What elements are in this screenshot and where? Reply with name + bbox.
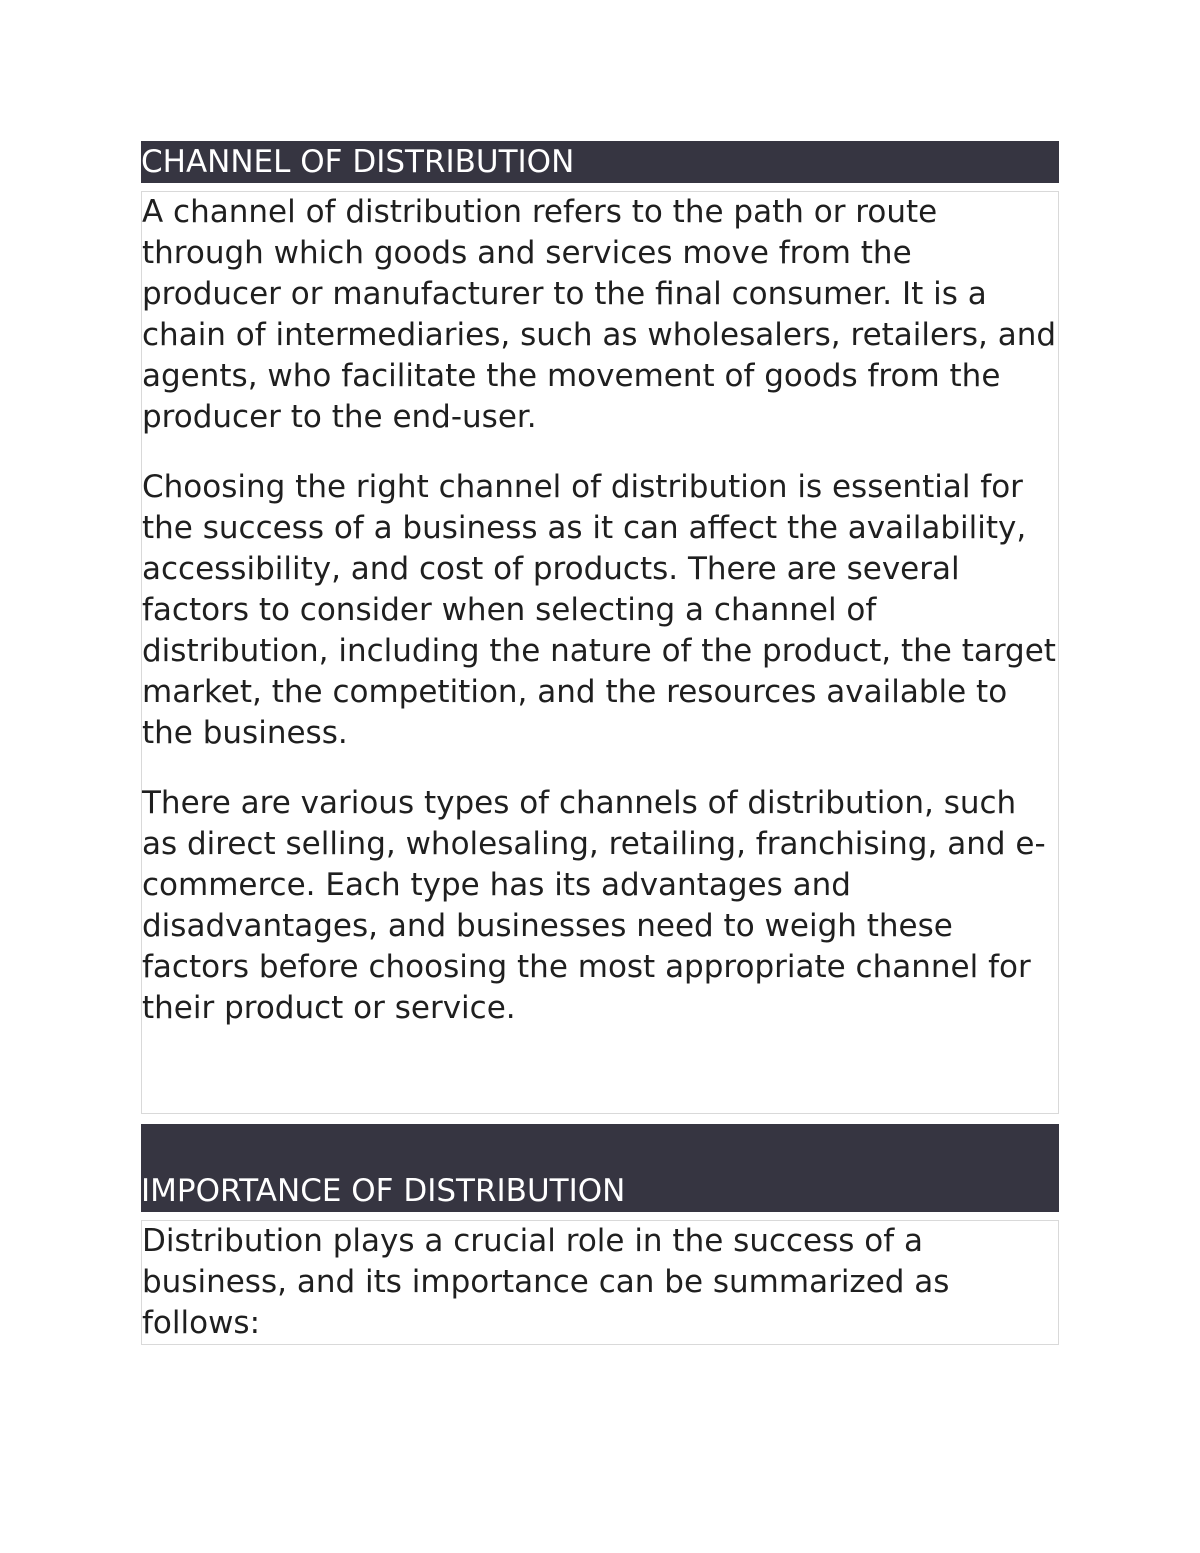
paragraph: Distribution plays a crucial role in the success of a business, and its importance can be summarized as follows:	[142, 1223, 950, 1341]
section-heading-text: IMPORTANCE OF DISTRIBUTION	[141, 1173, 626, 1209]
section-body-channel-of-distribution	[141, 191, 1059, 1114]
document-page	[141, 141, 1059, 1345]
paragraph: There are various types of channels of distribution, such as direct selling, wholesaling, retailing, franchising, and e-commerce. Each type has its advantages and disadvantages, and businesses need to weigh these factors before choosing the most appropriate channel for their product or service.	[142, 785, 1046, 1026]
section-body-importance-of-distribution	[141, 1220, 1059, 1345]
section-heading-text: CHANNEL OF DISTRIBUTION	[141, 144, 575, 180]
paragraph: A channel of distribution refers to the path or route through which goods and services move from the producer or manufacturer to the final consumer. It is a chain of intermediaries, such as wholesalers, retailers, and agents, who facilitate the movement of goods from the producer to the end-user.	[142, 194, 1057, 435]
section-heading-channel-of-distribution	[141, 141, 1059, 183]
section-heading-importance-of-distribution	[141, 1124, 1059, 1212]
paragraph: Choosing the right channel of distribution is essential for the success of a business as it can affect the availability, accessibility, and cost of products. There are several factors to consider when selecting a channel of distribution, including the nature of the product, the target market, the competition, and the resources available to the business.	[142, 469, 1056, 751]
